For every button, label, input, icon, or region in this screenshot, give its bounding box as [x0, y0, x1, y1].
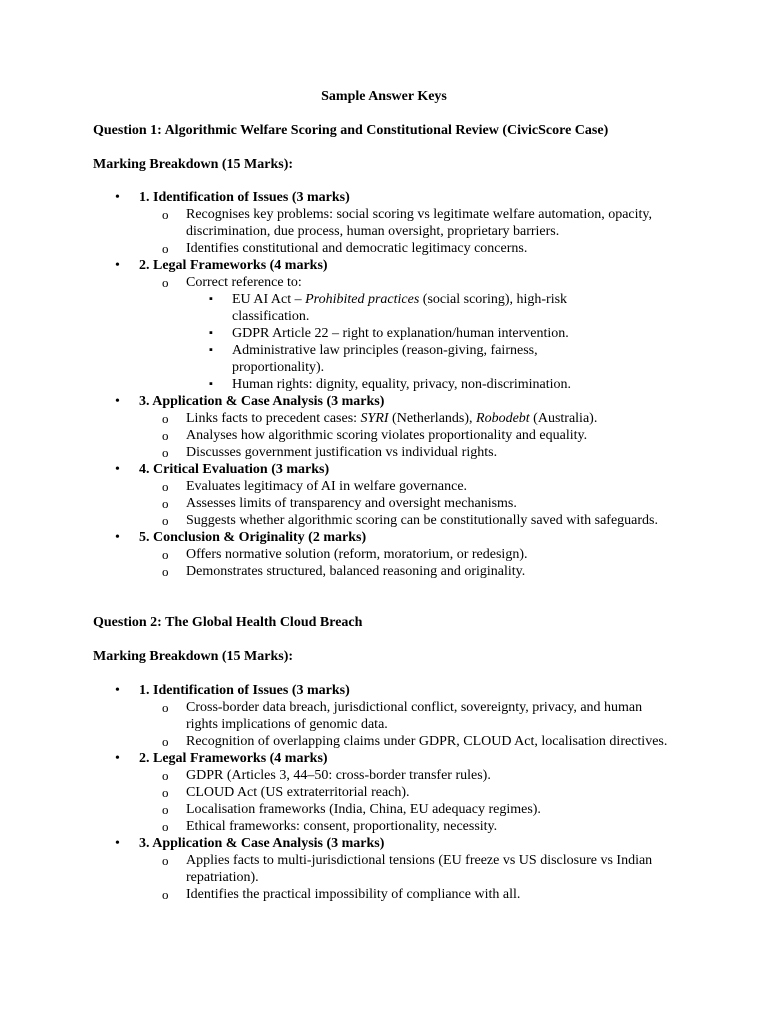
list-item: o Links facts to precedent cases: SYRI (Netherlands), Robodebt (Australia). [162, 411, 598, 426]
list-item: • 4. Critical Evaluation (3 marks) [115, 462, 330, 477]
list-item: o Recognises key problems: social scoring vs legitimate welfare automation, opacity, discrimination, due process, human oversight, proprietary barriers. [162, 207, 653, 239]
list-item: o Offers normative solution (reform, moratorium, or redesign). [162, 547, 528, 562]
square-bullet-icon: ▪ [209, 378, 213, 390]
list-item: o Evaluates legitimacy of AI in welfare governance. [162, 479, 468, 494]
circle-bullet-icon: o [162, 479, 169, 494]
list-item: • 2. Legal Frameworks (4 marks) [115, 258, 328, 273]
list-item: o Recognition of overlapping claims under GDPR, CLOUD Act, localisation directives. [162, 734, 668, 749]
circle-bullet-icon: o [162, 411, 169, 426]
bullet-icon: • [115, 836, 120, 851]
bullet-icon: • [115, 190, 120, 205]
question-1-heading: Question 1: Algorithmic Welfare Scoring and Constitutional Review (CivicScore Case) [93, 123, 609, 138]
list-item: o Assesses limits of transparency and oversight mechanisms. [162, 496, 517, 511]
circle-bullet-icon: o [162, 700, 169, 715]
list-item: • 5. Conclusion & Originality (2 marks) [115, 530, 367, 545]
question-1-marking-list [0, 189, 768, 580]
list-item: ▪ Human rights: dignity, equality, privacy, non-discrimination. [209, 377, 572, 392]
circle-bullet-icon: o [162, 547, 169, 562]
circle-bullet-icon: o [162, 768, 169, 783]
circle-bullet-icon: o [162, 428, 169, 443]
bullet-icon: • [115, 683, 120, 698]
list-item: o Suggests whether algorithmic scoring can be constitutionally saved with safeguards. [162, 513, 659, 528]
page-title: Sample Answer Keys [321, 89, 447, 104]
circle-bullet-icon: o [162, 275, 169, 290]
list-item: • 1. Identification of Issues (3 marks) [115, 683, 350, 698]
circle-bullet-icon: o [162, 853, 169, 868]
list-item: o Correct reference to: [162, 275, 302, 290]
list-item: ▪ EU AI Act – Prohibited practices (social scoring), high-risk classification. [209, 292, 568, 324]
question-2-heading: Question 2: The Global Health Cloud Breach [93, 615, 363, 630]
square-bullet-icon: ▪ [209, 293, 213, 305]
list-item: o Identifies constitutional and democratic legitimacy concerns. [162, 241, 528, 256]
list-item: ▪ GDPR Article 22 – right to explanation/human intervention. [209, 326, 569, 341]
circle-bullet-icon: o [162, 802, 169, 817]
list-item: o Cross-border data breach, jurisdictional conflict, sovereignty, privacy, and human rights implications of genomic data. [162, 700, 643, 732]
bullet-icon: • [115, 258, 120, 273]
question-2-marking-list [0, 682, 768, 903]
list-item: o GDPR (Articles 3, 44–50: cross-border transfer rules). [162, 768, 491, 783]
list-item: o Applies facts to multi-jurisdictional tensions (EU freeze vs US disclosure vs Indian repatriation). [162, 853, 653, 885]
list-item: o Localisation frameworks (India, China, EU adequacy regimes). [162, 802, 541, 817]
bullet-icon: • [115, 530, 120, 545]
list-item: o Discusses government justification vs individual rights. [162, 445, 498, 460]
list-item: • 3. Application & Case Analysis (3 marks) [115, 394, 385, 409]
circle-bullet-icon: o [162, 513, 169, 528]
circle-bullet-icon: o [162, 785, 169, 800]
list-item: o CLOUD Act (US extraterritorial reach). [162, 785, 410, 800]
circle-bullet-icon: o [162, 496, 169, 511]
square-bullet-icon: ▪ [209, 344, 213, 356]
circle-bullet-icon: o [162, 734, 169, 749]
square-bullet-icon: ▪ [209, 327, 213, 339]
bullet-icon: • [115, 751, 120, 766]
list-item: ▪ Administrative law principles (reason-giving, fairness, proportionality). [209, 343, 538, 375]
bullet-icon: • [115, 462, 120, 477]
list-item: • 2. Legal Frameworks (4 marks) [115, 751, 328, 766]
list-item: • 1. Identification of Issues (3 marks) [115, 190, 350, 205]
circle-bullet-icon: o [162, 819, 169, 834]
circle-bullet-icon: o [162, 207, 169, 222]
list-item: o Demonstrates structured, balanced reasoning and originality. [162, 564, 526, 579]
list-item: o Identifies the practical impossibility of compliance with all. [162, 887, 521, 902]
question-1-marking-breakdown: Marking Breakdown (15 Marks): [93, 157, 294, 172]
question-2-marking-breakdown: Marking Breakdown (15 Marks): [93, 649, 294, 664]
list-item: • 3. Application & Case Analysis (3 marks) [115, 836, 385, 851]
circle-bullet-icon: o [162, 445, 169, 460]
list-item: o Ethical frameworks: consent, proportionality, necessity. [162, 819, 498, 834]
circle-bullet-icon: o [162, 241, 169, 256]
circle-bullet-icon: o [162, 564, 169, 579]
bullet-icon: • [115, 394, 120, 409]
list-item: o Analyses how algorithmic scoring violates proportionality and equality. [162, 428, 588, 443]
circle-bullet-icon: o [162, 887, 169, 902]
